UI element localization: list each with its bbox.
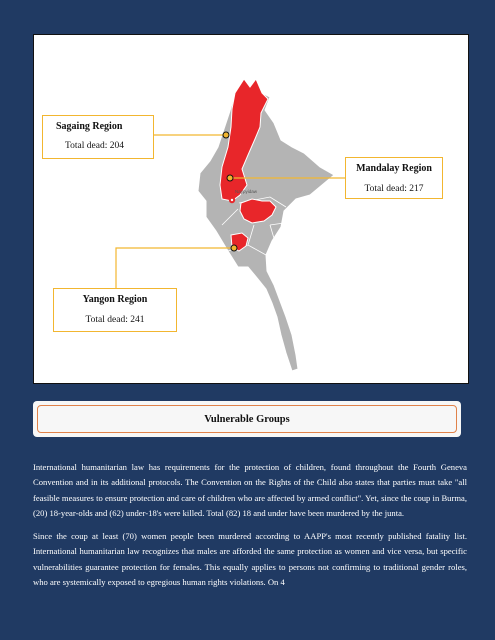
yangon-leader-line [116, 248, 233, 288]
paragraph-children: International humanitarian law has requirements for the protection of children, found throughout the Fourth Geneva Convention and in its additional protocols. The Convention on the Rights of the Child also states that parties must take "all feasible measures to ensure protection and care of children who are affected by armed conflict". Yet, since the coup in Burma, (20) 18-year-olds and (62) under-18's were killed. Total (82) 18 and under have been murdered by the junta. [33, 462, 467, 518]
map-panel [33, 34, 469, 384]
body-text [33, 460, 467, 598]
section-heading-box [33, 401, 461, 437]
yangon-callout [53, 288, 177, 332]
sagaing-total-dead: Total dead: 204 [65, 141, 124, 151]
mandalay-marker [227, 175, 233, 181]
yangon-total-dead: Total dead: 241 [85, 315, 145, 325]
mandalay-callout [345, 157, 443, 199]
country-outline [198, 79, 334, 371]
mandalay-total-dead: Total dead: 217 [364, 184, 424, 194]
yangon-title: Yangon Region [82, 294, 148, 305]
sagaing-marker [223, 132, 229, 138]
section-heading: Vulnerable Groups [37, 405, 457, 433]
mandalay-title: Mandalay Region [356, 163, 432, 174]
capital-label: Naypyidaw [235, 189, 258, 194]
sagaing-title: Sagaing Region [56, 121, 123, 132]
yangon-marker [231, 245, 237, 251]
paragraph-women: Since the coup at least (70) women people been murdered according to AAPP's most recently published fatality list. International humanitarian law recognizes that males are afforded the same protection as women and vice versa, but specific vulnerabilities guarantee protection for females. This equally applies to persons not confirming to traditional gender roles, who are systemically exposed to egregious human rights violations. On 4 [33, 531, 467, 588]
sagaing-callout [42, 115, 154, 159]
